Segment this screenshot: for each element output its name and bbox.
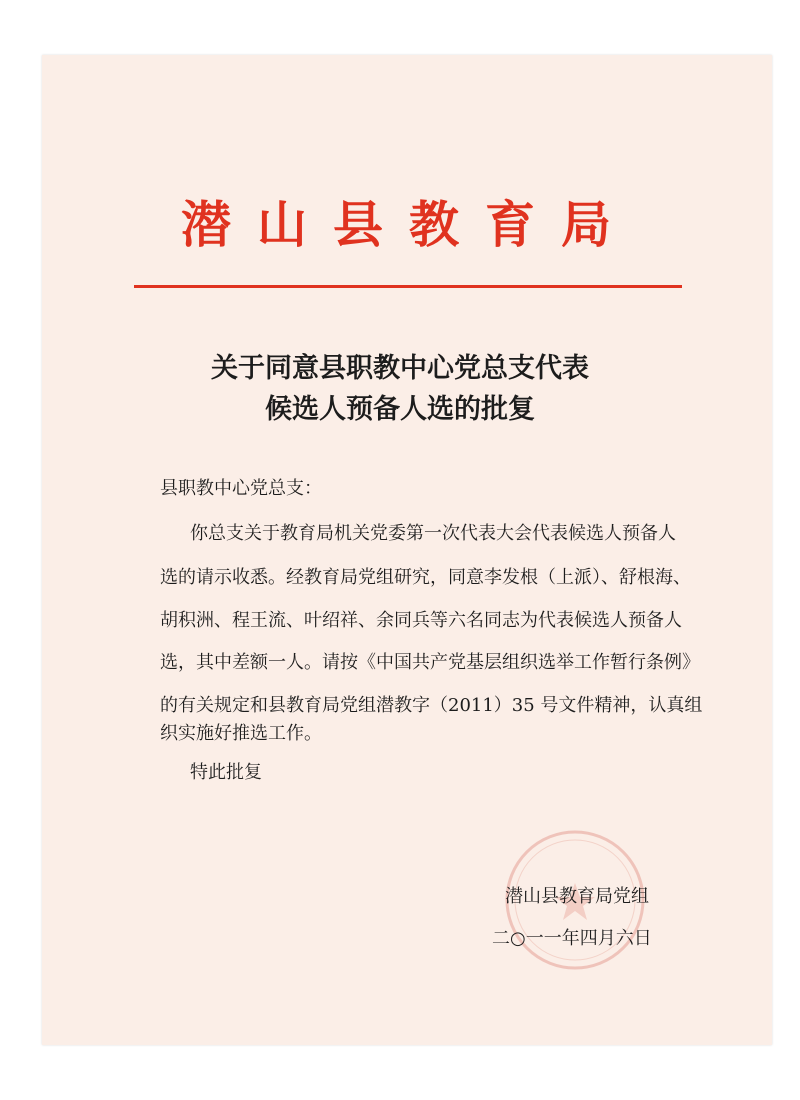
salutation: 县职教中心党总支： [160, 478, 322, 499]
body-line: 胡积洲、程王流、叶绍祥、余同兵等六名同志为代表候选人预备人 [160, 610, 682, 631]
closing-phrase: 特此批复 [190, 762, 262, 783]
issuing-organization: 潜山县教育局党组 [505, 886, 649, 907]
document-title-line-1: 关于同意县职教中心党总支代表 [211, 353, 589, 384]
body-line: 选，其中差额一人。请按《中国共产党基层组织选举工作暂行条例》 [160, 652, 700, 673]
letterhead-divider [134, 285, 682, 288]
body-line: 你总支关于教育局机关党委第一次代表大会代表候选人预备人 [190, 523, 676, 544]
body-line: 选的请示收悉。经教育局党组研究，同意李发根（上派）、舒根海、 [160, 567, 691, 588]
document-title-line-2: 候选人预备人选的批复 [265, 394, 535, 425]
issue-date: 二○一一年四月六日 [492, 928, 652, 949]
body-line: 织实施好推选工作。 [160, 723, 322, 744]
body-line: 的有关规定和县教育局党组潜教字（2011）35 号文件精神，认真组 [160, 695, 703, 716]
letterhead-title: 潜山县教育局 [181, 195, 637, 254]
